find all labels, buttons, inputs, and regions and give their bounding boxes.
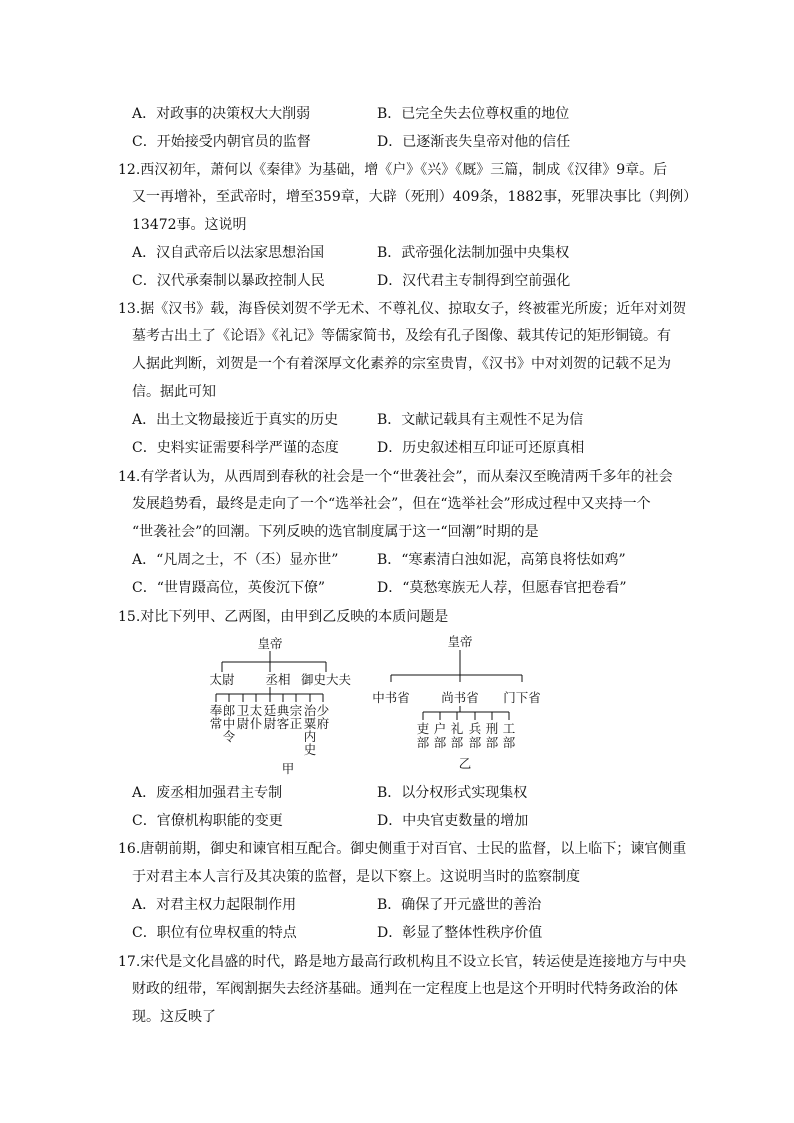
q14-option-b: B．“寒素清白浊如泥，高第良将怯如鸡”: [377, 552, 626, 568]
jia-top-2: 御史大夫: [300, 672, 352, 687]
q16-option-a: A．对君主权力起限制作用: [132, 897, 297, 913]
yi-top-1: 尚书省: [441, 690, 479, 705]
q16-stem-line-1: 16.唐朝前期，御史和谏官相互配合。御史侧重于对百官、士民的监督，以上临下；谏官侧重: [118, 841, 687, 857]
jia-minister-1: 郎中令: [222, 703, 236, 744]
yi-ministry-1: 户部: [433, 721, 447, 750]
jia-minister-3: 太仆: [249, 703, 263, 731]
jia-top-1: 丞相: [265, 672, 291, 687]
q15-diagrams: [195, 630, 555, 778]
yi-emperor: 皇帝: [447, 634, 473, 649]
q13-stem-line-4: 信。据此可知: [132, 384, 216, 400]
jia-minister-4: 廷尉: [263, 703, 277, 731]
jia-minister-7: 治粟内史: [303, 703, 317, 757]
q14-stem-line-1: 14.有学者认为，从西周到春秋的社会是一个“世袭社会”，而从秦汉至晚清两千多年的社会: [118, 469, 673, 485]
q12-stem-line-2: 又一再增补，至武帝时，增至359章，大辟（死刑）409条，1882事，死罪决事比（判例）: [132, 189, 698, 205]
q13-stem-line-1: 13.据《汉书》载，海昏侯刘贺不学无术、不尊礼仪、掠取女子，终被霍光所废；近年对刘贺: [118, 301, 687, 317]
q13-stem-line-3: 人据此判断，刘贺是一个有着深厚文化素养的宗室贵胄，《汉书》中对刘贺的记载不足为: [132, 356, 671, 372]
q15-option-a: A．废丞相加强君主专制: [132, 785, 283, 801]
jia-nine-ministers: [210, 703, 330, 757]
q13-option-c: C．史料实证需要科学严谨的态度: [132, 440, 339, 456]
jia-caption: 甲: [281, 761, 295, 776]
q15-option-d: D．中央官吏数量的增加: [377, 813, 529, 829]
q12-stem-line-3: 13472事。这说明: [132, 217, 247, 233]
q12-option-d: D．汉代君主专制得到空前强化: [377, 273, 571, 289]
q12-option-c: C．汉代承秦制以暴政控制人民: [132, 273, 325, 289]
jia-top-0: 太尉: [209, 672, 235, 687]
q14-option-d: D．“莫愁寒族无人荐，但愿春官把卷看”: [377, 580, 627, 596]
q14-option-c: C．“世胄蹑高位，英俊沉下僚”: [132, 580, 326, 596]
q13-option-b: B．文献记载具有主观性不足为信: [377, 412, 584, 428]
q16-option-d: D．彰显了整体性秩序价值: [377, 925, 543, 941]
diagram-yi: [391, 650, 522, 720]
yi-ministry-4: 刑部: [485, 721, 499, 750]
yi-caption: 乙: [458, 756, 472, 771]
jia-minister-6: 宗正: [289, 703, 303, 731]
q11-option-a: A．对政事的决策权大大削弱: [132, 106, 311, 122]
jia-minister-8: 少府: [316, 703, 330, 731]
jia-minister-0: 奉常: [209, 703, 223, 731]
q15-stem-line-1: 15.对比下列甲、乙两图，由甲到乙反映的本质问题是: [118, 609, 449, 625]
q12-option-a: A．汉自武帝后以法家思想治国: [132, 245, 325, 261]
q13-stem-line-2: 墓考古出土了《论语》《礼记》等儒家简书，及绘有孔子图像、载其传记的矩形铜镜。有: [132, 328, 671, 344]
q16-option-b: B．确保了开元盛世的善治: [377, 897, 542, 913]
q16-option-c: C．职位有位卑权重的特点: [132, 925, 297, 941]
q11-option-c: C．开始接受内朝官员的监督: [132, 134, 311, 150]
yi-ministry-2: 礼部: [450, 721, 464, 750]
yi-six-ministries: [417, 721, 516, 750]
yi-top-2: 门下省: [503, 690, 541, 705]
q14-stem-line-3: “世袭社会”的回潮。下列反映的选官制度属于这一“回潮”时期的是: [132, 524, 539, 540]
q15-option-b: B．以分权形式实现集权: [377, 785, 528, 801]
yi-ministry-0: 吏部: [416, 721, 430, 750]
q13-option-d: D．历史叙述相互印证可还原真相: [377, 440, 585, 456]
q14-option-a: A．“凡周之士，不（丕）显亦世”: [132, 552, 339, 568]
q11-option-d: D．已逐渐丧失皇帝对他的信任: [377, 134, 571, 150]
jia-minister-2: 卫尉: [236, 703, 250, 731]
jia-emperor: 皇帝: [257, 636, 283, 651]
q13-option-a: A．出土文物最接近于真实的历史: [132, 412, 339, 428]
q12-option-b: B．武帝强化法制加强中央集权: [377, 245, 570, 261]
q17-stem-line-1: 17.宋代是文化昌盛的时代，路是地方最高行政机构且不设立长官，转运使是连接地方与中央: [118, 954, 687, 970]
yi-top-0: 中书省: [372, 690, 410, 705]
q11-option-b: B．已完全失去位尊权重的地位: [377, 106, 570, 122]
q17-stem-line-2: 财政的纽带，军阀割据失去经济基础。通判在一定程度上也是这个开明时代特务政治的体: [132, 981, 678, 997]
jia-minister-5: 典客: [276, 703, 290, 731]
yi-ministry-3: 兵部: [468, 721, 482, 750]
q12-stem-line-1: 12.西汉初年，萧何以《秦律》为基础，增《户》《兴》《厩》三篇，制成《汉律》9章。后: [118, 162, 668, 178]
q15-option-c: C．官僚机构职能的变更: [132, 813, 283, 829]
q14-stem-line-2: 发展趋势看，最终是走向了一个“选举社会”，但在“选举社会”形成过程中又夹持一个: [132, 496, 651, 512]
q16-stem-line-2: 于对君主本人言行及其决策的监督，是以下察上。这说明当时的监察制度: [132, 869, 580, 885]
yi-ministry-5: 工部: [502, 721, 516, 750]
q17-stem-line-3: 现。这反映了: [132, 1009, 216, 1025]
